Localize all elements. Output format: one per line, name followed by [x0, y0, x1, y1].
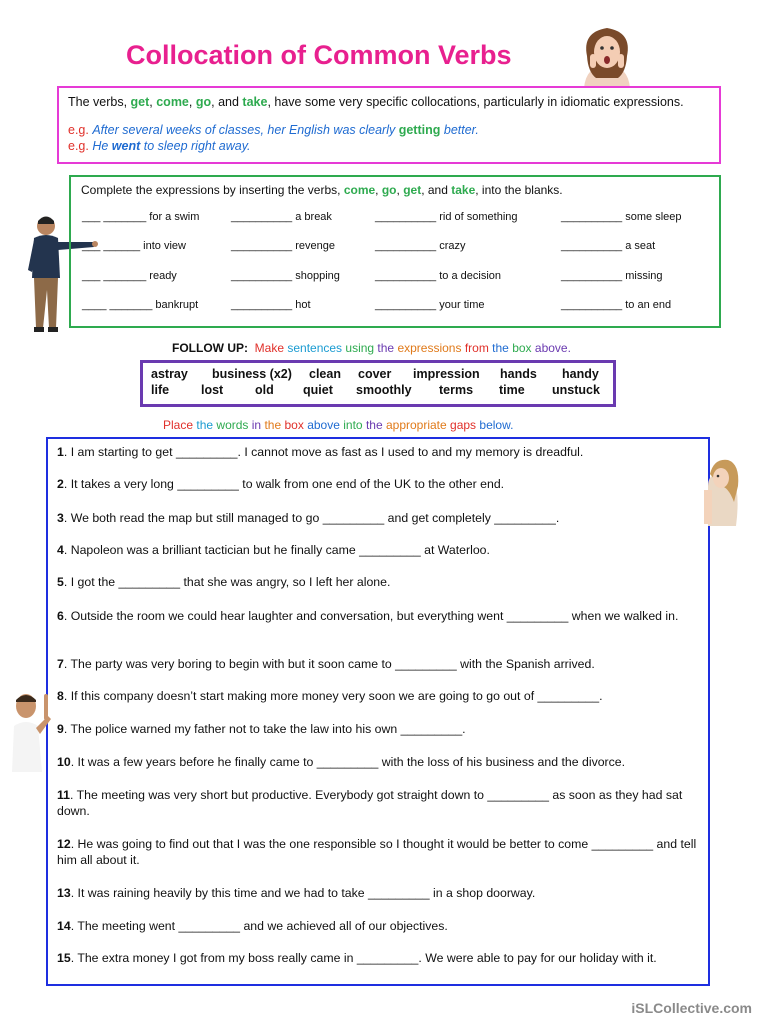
sentence-item[interactable] — [57, 510, 705, 526]
expression-blank[interactable]: __________ your time — [375, 299, 485, 311]
sentence-text: The extra money I got from my boss really came in _________. We were able to pay for our holiday with it. — [77, 951, 657, 965]
sentence-item[interactable] — [57, 656, 705, 672]
follow-up-word: the — [377, 341, 395, 355]
follow-up-text — [255, 341, 571, 355]
expression-blank[interactable]: ____ _______ bankrupt — [82, 299, 199, 311]
expression-blank[interactable]: __________ to an end — [561, 299, 672, 311]
sentence-text: I am starting to get _________. I cannot move as fast as I used to and my memory is dreadful. — [70, 445, 584, 459]
sentence-item[interactable] — [57, 542, 705, 558]
sentence-item[interactable] — [57, 918, 705, 934]
word-bank-box — [140, 360, 616, 407]
sentence-number: 9 — [57, 722, 64, 736]
surprised-woman-image — [578, 22, 636, 88]
instruction-text: , into the blanks. — [475, 183, 563, 197]
sentence-item[interactable] — [57, 950, 705, 966]
instruction-word: below. — [479, 418, 514, 432]
verb-go: go — [381, 183, 397, 197]
word-bank-word: quiet — [303, 383, 333, 397]
sentence-number: 15 — [57, 951, 71, 965]
sentence-number: 6 — [57, 609, 64, 623]
verb-come: come — [156, 95, 189, 109]
follow-up-word: Make — [254, 341, 284, 355]
sentence-number: 3 — [57, 511, 64, 525]
sentence-number-dot: . — [63, 445, 71, 459]
expression-blank[interactable]: __________ hot — [231, 299, 311, 311]
expression-blank[interactable]: __________ a break — [231, 211, 332, 223]
footer-watermark: iSLCollective.com — [631, 1000, 752, 1016]
example-verb: went — [111, 139, 141, 153]
verb-get: get — [403, 183, 422, 197]
instruction-word: the — [196, 418, 214, 432]
word-bank-word: clean — [309, 367, 341, 381]
example-text: to sleep right away. — [140, 139, 251, 153]
expression-blank[interactable]: ___ ______ into view — [82, 240, 186, 252]
sentence-text: He was going to find out that I was the one responsible so I thought it would be better to come _________ and tell him all about it. — [57, 837, 697, 867]
sentence-text: The police warned my father not to take the law into his own _________. — [70, 722, 466, 736]
sentence-number-dot: . — [63, 477, 71, 491]
verb-come: come — [343, 183, 376, 197]
sentence-number-dot: . — [70, 919, 78, 933]
expression-blank[interactable]: ___ _______ for a swim — [82, 211, 200, 223]
word-bank-word: cover — [358, 367, 392, 381]
sentence-number: 5 — [57, 575, 64, 589]
sentence-number: 12 — [57, 837, 71, 851]
word-bank-word: astray — [151, 367, 188, 381]
instruction-word: the — [365, 418, 383, 432]
follow-up-word: expressions — [397, 341, 462, 355]
example-label: e.g. — [68, 123, 89, 137]
sentence-item[interactable] — [57, 608, 705, 624]
sentence-number-dot: . — [63, 511, 71, 525]
sentence-text: The party was very boring to begin with but it soon came to _________ with the Spanish arrived. — [70, 657, 595, 671]
sentence-number: 10 — [57, 755, 71, 769]
word-bank-word: life — [151, 383, 170, 397]
intro-text: The verbs, — [68, 95, 131, 109]
sentence-number: 8 — [57, 689, 64, 703]
verb-take: take — [451, 183, 476, 197]
sentence-text: It was a few years before he finally came to _________ with the loss of his business and the divorce. — [77, 755, 626, 769]
sentence-number: 14 — [57, 919, 71, 933]
expression-blank[interactable]: ___ _______ ready — [82, 270, 177, 282]
word-bank-word: terms — [439, 383, 474, 397]
intro-text: , — [149, 95, 157, 109]
example-2 — [68, 138, 251, 154]
instruction-word: words — [216, 418, 249, 432]
example-label: e.g. — [68, 139, 89, 153]
instruction-text: , — [396, 183, 404, 197]
expression-blank[interactable]: __________ to a decision — [375, 270, 501, 282]
intro-text: , and — [211, 95, 243, 109]
sentence-text: It was raining heavily by this time and we had to take _________ in a shop doorway. — [77, 886, 536, 900]
sentence-item[interactable] — [57, 885, 705, 901]
instruction-word: into — [343, 418, 363, 432]
sentence-text: If this company doesn’t start making more money very soon we are going to go out of _________. — [70, 689, 603, 703]
expression-blank[interactable]: __________ some sleep — [561, 211, 682, 223]
sentence-text: Napoleon was a brilliant tactician but he finally came _________ at Waterloo. — [70, 543, 490, 557]
verb-go: go — [195, 95, 212, 109]
word-bank-word: unstuck — [552, 383, 600, 397]
follow-up-word: using — [345, 341, 375, 355]
expression-blank[interactable]: __________ crazy — [375, 240, 466, 252]
instruction-word: in — [251, 418, 262, 432]
sentence-item[interactable] — [57, 787, 705, 819]
expression-blank[interactable]: __________ a seat — [561, 240, 656, 252]
example-verb: getting — [398, 123, 441, 137]
sentence-item[interactable] — [57, 721, 705, 737]
page-title: Collocation of Common Verbs — [126, 40, 512, 70]
verb-take: take — [242, 95, 268, 109]
word-bank-word: handy — [562, 367, 599, 381]
word-bank-word: business (x2) — [212, 367, 292, 381]
sentence-item[interactable] — [57, 836, 705, 868]
sentence-text: Outside the room we could hear laughter and conversation, but everything went _________ when we walked in. — [70, 609, 679, 623]
expressions-task-box — [69, 175, 721, 328]
sentence-item[interactable] — [57, 688, 705, 704]
sentence-text: The meeting went _________ and we achieved all of our objectives. — [77, 919, 448, 933]
sentence-number-dot: . — [70, 755, 78, 769]
sentence-number-dot: . — [70, 886, 78, 900]
instruction-text: , and — [421, 183, 452, 197]
sentence-item[interactable] — [57, 574, 705, 590]
word-bank-word: time — [499, 383, 525, 397]
follow-up-word: the — [492, 341, 509, 355]
word-bank-word: smoothly — [356, 383, 412, 397]
task-instruction — [81, 182, 563, 198]
instruction-word: appropriate — [385, 418, 447, 432]
expression-blank[interactable]: __________ rid of something — [375, 211, 518, 223]
sentence-number-dot: . — [63, 543, 71, 557]
sentence-number: 7 — [57, 657, 64, 671]
place-instruction — [163, 417, 513, 433]
sentence-number-dot: . — [63, 609, 71, 623]
sentence-number-dot: . — [70, 837, 78, 851]
pointing-man-image — [8, 686, 52, 772]
sentence-item[interactable] — [57, 754, 705, 770]
expression-blank[interactable]: __________ missing — [561, 270, 663, 282]
follow-up-word: from — [464, 341, 489, 355]
intro-text: , have some very specific collocations, particularly in idiomatic expressions. — [267, 95, 684, 109]
word-bank-word: hands — [500, 367, 537, 381]
instruction-word: above — [307, 418, 340, 432]
sentence-item[interactable] — [57, 444, 705, 460]
sentence-number: 4 — [57, 543, 64, 557]
instruction-word: the — [264, 418, 282, 432]
follow-up-line — [172, 340, 571, 356]
word-bank-word: old — [255, 383, 274, 397]
example-text: He — [92, 139, 112, 153]
instruction-word: Place — [163, 418, 194, 432]
sentence-number-dot: . — [63, 722, 71, 736]
example-text: better. — [440, 123, 479, 137]
sentence-item[interactable] — [57, 476, 705, 492]
follow-up-word: box — [512, 341, 532, 355]
word-bank-word: impression — [413, 367, 480, 381]
intro-sentence — [68, 94, 684, 110]
sentence-text: We both read the map but still managed to go _________ and get completely _________. — [70, 511, 560, 525]
follow-up-word: above. — [534, 341, 571, 355]
expression-blank[interactable]: __________ shopping — [231, 270, 340, 282]
sentence-number: 13 — [57, 886, 71, 900]
expression-blank[interactable]: __________ revenge — [231, 240, 335, 252]
sentence-number-dot: . — [70, 951, 78, 965]
sentence-number-dot: . — [70, 788, 77, 802]
instruction-text: Complete the expressions by inserting the verbs, — [81, 183, 344, 197]
verb-get: get — [130, 95, 150, 109]
follow-up-label: FOLLOW UP: — [172, 341, 248, 355]
follow-up-word: sentences — [287, 341, 343, 355]
intro-box — [57, 86, 721, 164]
peeking-woman-image — [704, 456, 742, 526]
example-text: After several weeks of classes, her English was clearly — [92, 123, 399, 137]
sentence-number: 2 — [57, 477, 64, 491]
intro-text: , — [188, 95, 196, 109]
sentence-number-dot: . — [63, 689, 71, 703]
instruction-text: , — [375, 183, 382, 197]
instruction-word: gaps — [450, 418, 477, 432]
sentence-number-dot: . — [63, 657, 71, 671]
sentence-number: 1 — [57, 445, 64, 459]
sentence-text: It takes a very long _________ to walk from one end of the UK to the other end. — [70, 477, 505, 491]
sentence-text: I got the _________ that she was angry, so I left her alone. — [70, 575, 391, 589]
sentence-text: The meeting was very short but productive. Everybody got straight down to _________ as soon as they had sat down. — [57, 788, 683, 818]
sentence-number: 11 — [57, 788, 70, 802]
instruction-word: box — [284, 418, 304, 432]
example-1 — [68, 122, 479, 138]
word-bank-word: lost — [201, 383, 224, 397]
sentence-number-dot: . — [63, 575, 71, 589]
